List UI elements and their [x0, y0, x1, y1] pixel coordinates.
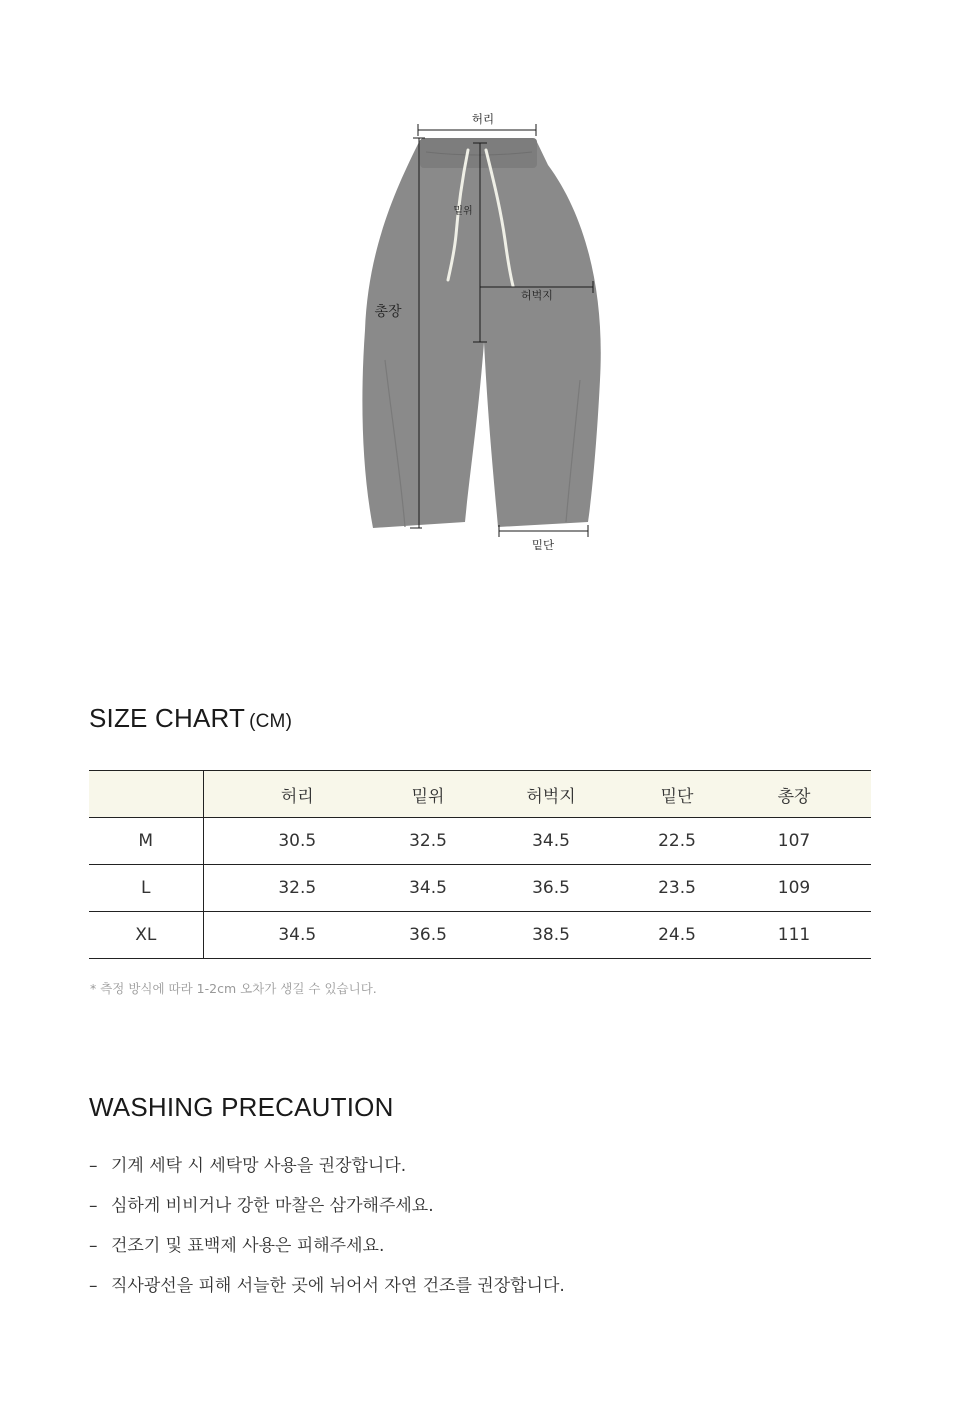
value-cell: 107 [717, 818, 871, 865]
value-cell: 34.5 [203, 912, 391, 959]
header-cell-total-length: 총장 [717, 771, 871, 818]
label-waist: 허리 [471, 112, 495, 126]
size-chart-header-row [89, 771, 871, 818]
label-total-length: 총장 [374, 304, 402, 320]
size-cell: L [89, 865, 203, 912]
header-cell-corner [89, 771, 203, 818]
size-cell: XL [89, 912, 203, 959]
size-chart-unit: (CM) [249, 711, 293, 732]
dash-bullet: – [89, 1196, 98, 1216]
value-cell: 22.5 [637, 818, 717, 865]
value-cell: 23.5 [637, 865, 717, 912]
dash-bullet: – [89, 1276, 98, 1296]
value-cell: 38.5 [465, 912, 637, 959]
label-thigh: 허벅지 [521, 289, 553, 302]
list-item [89, 1270, 565, 1310]
value-cell: 34.5 [391, 865, 465, 912]
washing-item-text: 직사광선을 피해 서늘한 곳에 뉘어서 자연 건조를 권장합니다. [111, 1276, 565, 1296]
pants-illustration [362, 138, 600, 528]
list-item [89, 1230, 565, 1270]
dash-bullet: – [89, 1236, 98, 1256]
size-chart-title [89, 703, 292, 734]
washing-item-text: 건조기 및 표백제 사용은 피해주세요. [111, 1236, 385, 1256]
washing-item-text: 심하게 비비거나 강한 마찰은 삼가해주세요. [111, 1196, 434, 1216]
size-chart-title-text: SIZE CHART [89, 703, 246, 733]
header-cell-rise: 밑위 [391, 771, 465, 818]
value-cell: 111 [717, 912, 871, 959]
value-cell: 36.5 [391, 912, 465, 959]
list-item [89, 1150, 565, 1190]
table-row [89, 912, 871, 959]
washing-list [89, 1150, 565, 1310]
table-row [89, 865, 871, 912]
value-cell: 32.5 [391, 818, 465, 865]
washing-title: WASHING PRECAUTION [89, 1092, 394, 1122]
value-cell: 36.5 [465, 865, 637, 912]
value-cell: 32.5 [203, 865, 391, 912]
list-item [89, 1190, 565, 1230]
pants-body [362, 140, 600, 528]
measurement-note: * 측정 방식에 따라 1-2cm 오차가 생길 수 있습니다. [90, 981, 377, 996]
value-cell: 30.5 [203, 818, 391, 865]
label-rise: 밑위 [453, 206, 473, 217]
header-cell-waist: 허리 [203, 771, 391, 818]
header-cell-hem: 밑단 [637, 771, 717, 818]
value-cell: 24.5 [637, 912, 717, 959]
label-hem: 밑단 [531, 538, 555, 552]
value-cell: 109 [717, 865, 871, 912]
header-cell-thigh: 허벅지 [465, 771, 637, 818]
dash-bullet: – [89, 1156, 98, 1176]
value-cell: 34.5 [465, 818, 637, 865]
pants-measurement-diagram [0, 0, 960, 600]
table-row [89, 818, 871, 865]
size-chart-table [89, 770, 871, 959]
washing-item-text: 기계 세탁 시 세탁망 사용을 권장합니다. [111, 1156, 407, 1176]
size-cell: M [89, 818, 203, 865]
